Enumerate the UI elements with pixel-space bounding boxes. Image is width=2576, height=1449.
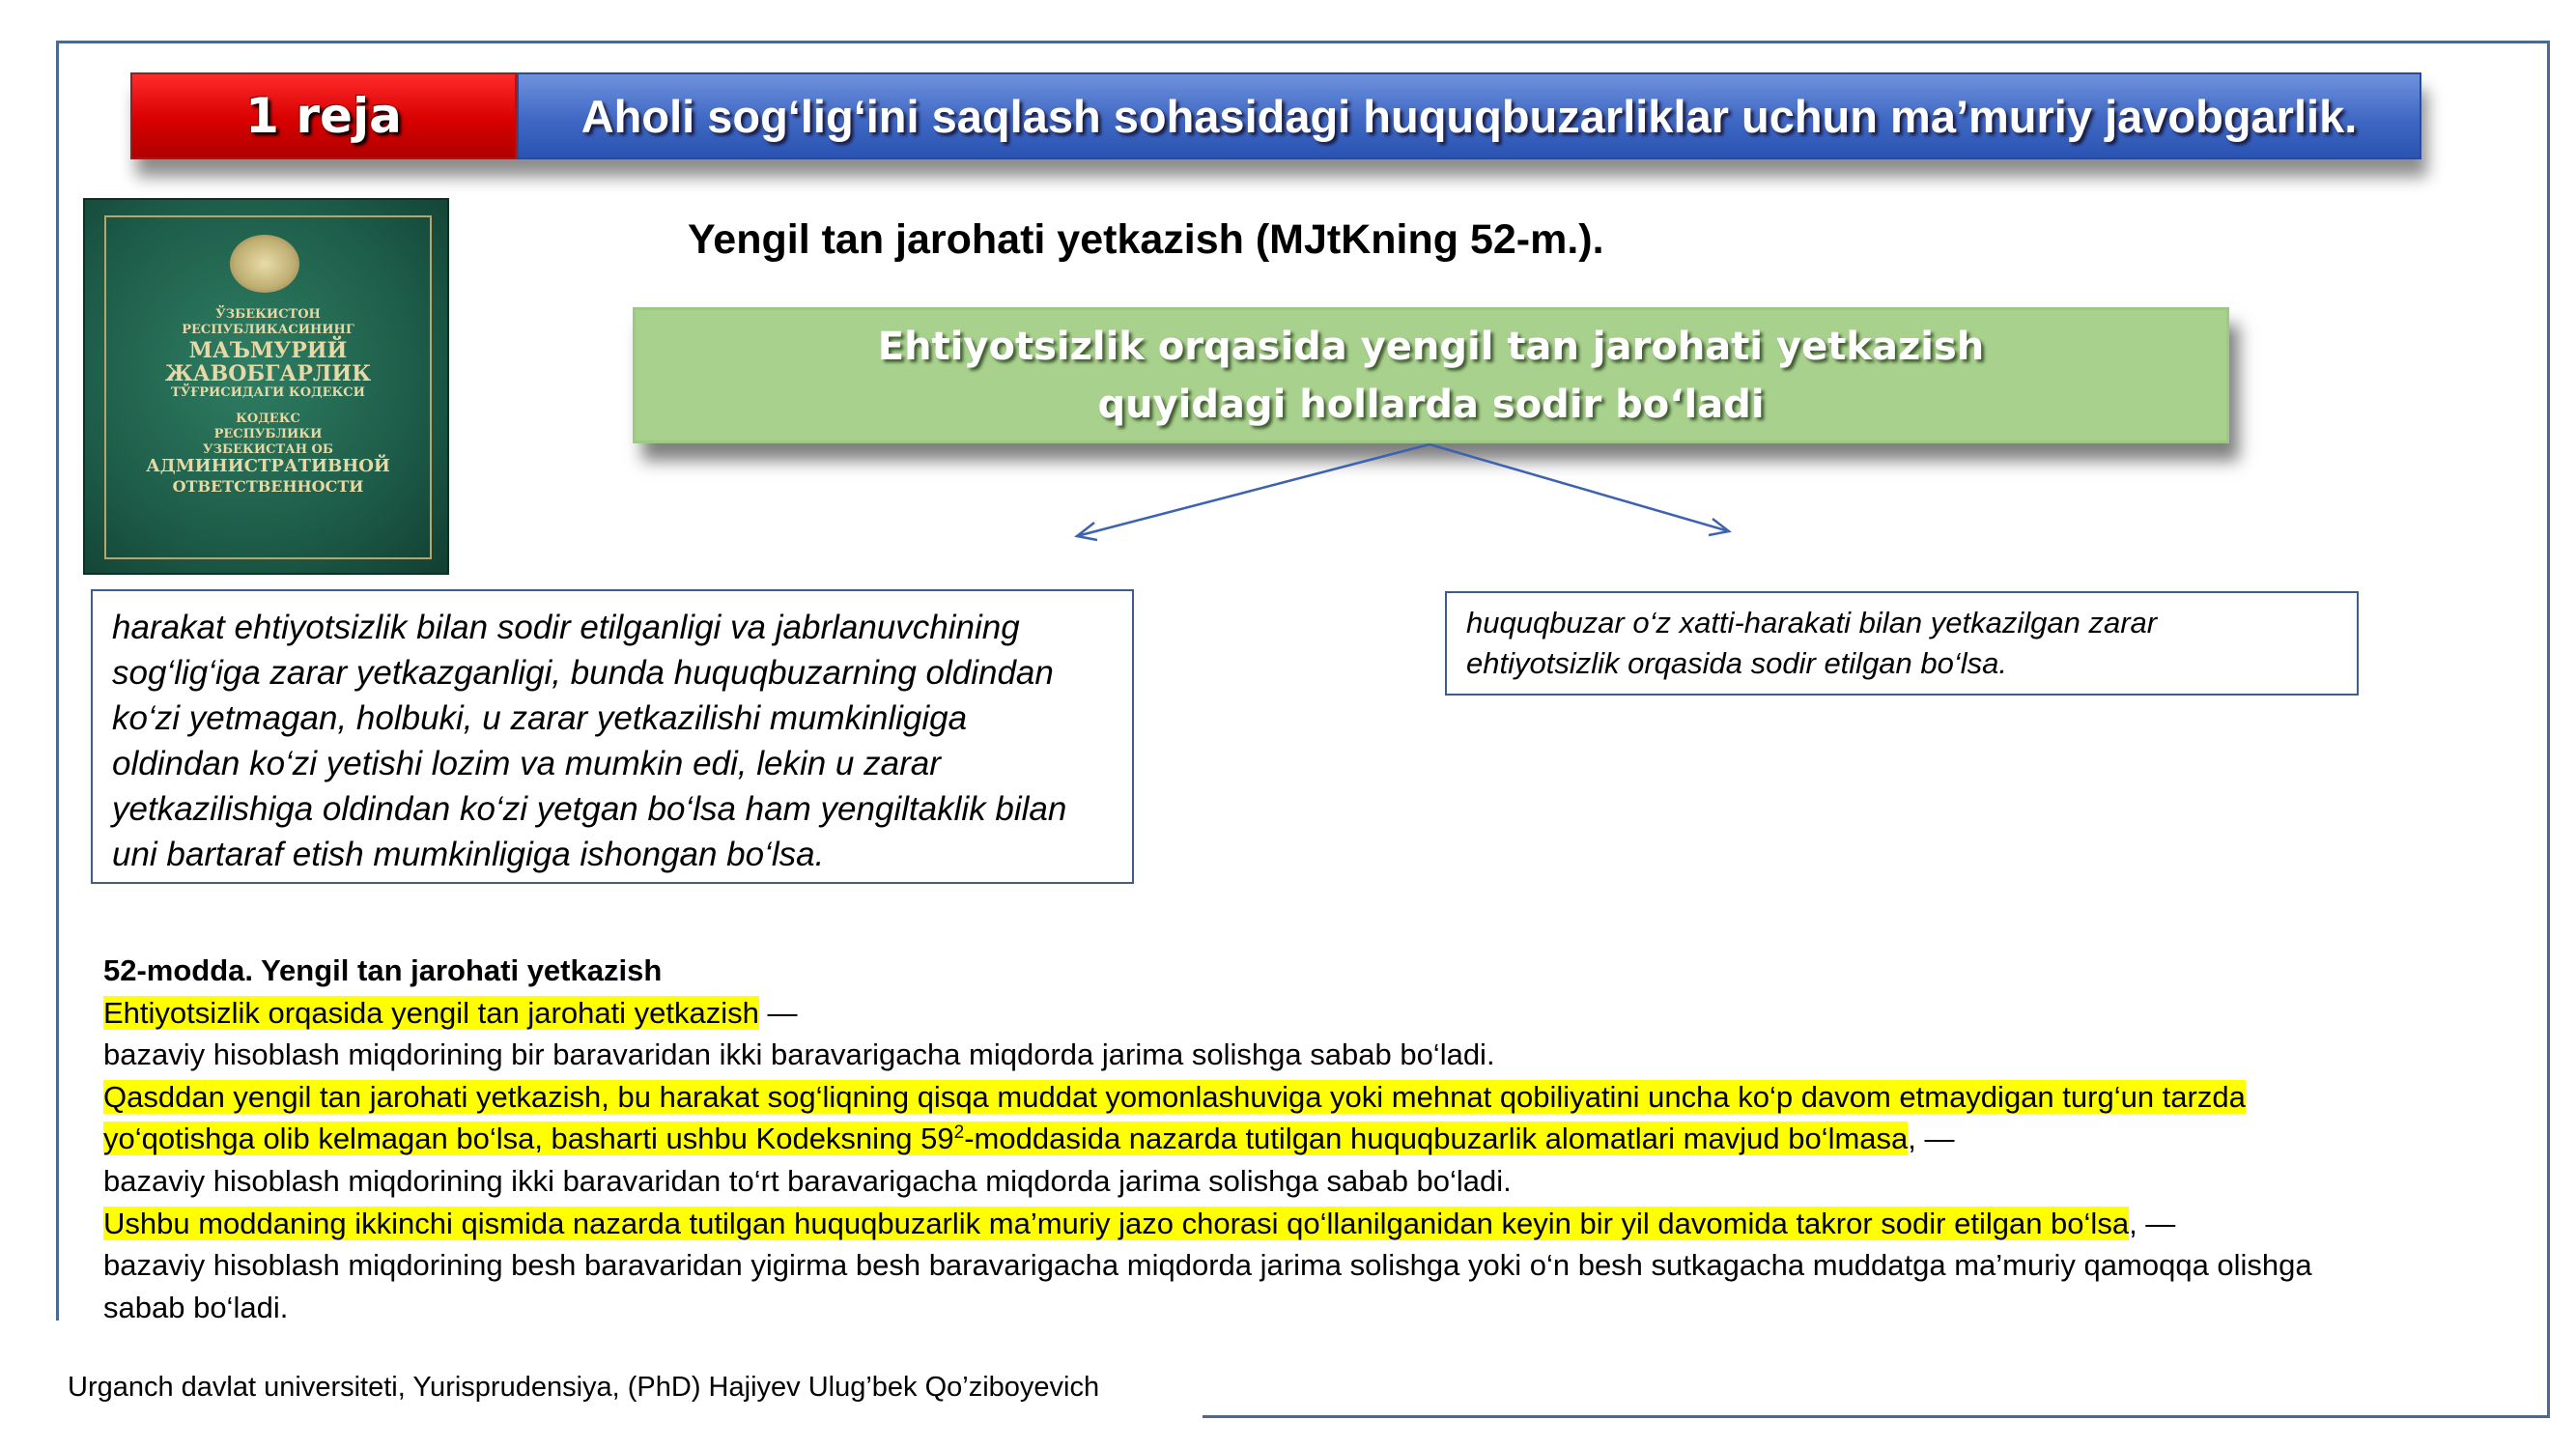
frame-bottom-border — [1203, 1415, 2550, 1418]
book-line: ОТВЕТСТВЕННОСТИ — [172, 477, 364, 496]
book-line: МАЪМУРИЙ — [188, 338, 348, 363]
highlighted-text: Ehtiyotsizlik orqasida yengil tan jarohati yetkazish — [103, 995, 759, 1030]
condition-line: ko‘zi yetmagan, holbuki, u zarar yetkazilishi mumkinligiga — [112, 699, 968, 737]
article-paragraph-3 — [103, 1203, 2489, 1245]
section-subtitle: Yengil tan jarohati yetkazish (MJtKning 52-m.). — [688, 216, 1604, 263]
article-paragraph-2 — [103, 1076, 2489, 1119]
book-line: АДМИНИСТРАТИВНОЙ — [146, 456, 390, 476]
highlighted-text-part: -moddasida nazarda tutilgan huquqbuzarlik alomatlari mavjud bo‘lmasa — [964, 1122, 1909, 1156]
sanction-text: bazaviy hisoblash miqdorining bir baravaridan ikki baravarigacha miqdorda jarima solishga sabab bo‘ladi. — [103, 1037, 1495, 1072]
article-paragraph-2-cont — [103, 1118, 2489, 1160]
article-paragraph-1 — [103, 992, 2489, 1035]
condition-line: uni bartaraf etish mumkinligiga ishongan bo‘lsa. — [112, 836, 825, 873]
sanction-text: bazaviy hisoblash miqdorining besh baravaridan yigirma besh baravarigacha miqdorda jarima solishga yoki o‘n besh sutkagacha muddatga ma’muriy qamoqqa olishga — [103, 1248, 2312, 1283]
header-bar — [130, 72, 2421, 159]
definition-line: quyidagi hollarda sodir bo‘ladi — [1097, 382, 1765, 427]
header-title-box — [517, 72, 2421, 159]
definition-line: Ehtiyotsizlik orqasida yengil tan jarohati yetkazish — [877, 324, 1985, 369]
condition-box-left — [91, 589, 1134, 884]
condition-line: harakat ehtiyotsizlik bilan sodir etilganligi va jabrlanuvchining — [112, 609, 1020, 646]
condition-box-right — [1445, 591, 2359, 696]
condition-line: oldindan ko‘zi yetishi lozim va mumkin edi, lekin u zarar — [112, 745, 941, 782]
left-arrowhead-icon — [1077, 523, 1097, 540]
sanction-text: bazaviy hisoblash miqdorining ikki baravaridan to‘rt baravarigacha miqdorda jarima solishga sabab bo‘ladi. — [103, 1163, 1512, 1198]
condition-line: huquqbuzar o‘z xatti-harakati bilan yetkazilgan zarar — [1466, 606, 2158, 639]
condition-line: ehtiyotsizlik orqasida sodir etilgan bo‘lsa. — [1466, 646, 2008, 680]
header-title: Aholi sog‘lig‘ini saqlash sohasidagi huquqbuzarliklar uchun ma’muriy javobgarlik. — [580, 90, 2358, 142]
highlighted-text-part: yo‘qotishga olib kelmagan bo‘lsa, basharti ushbu Kodeksning 59 — [103, 1122, 954, 1156]
right-arrow-line — [1430, 444, 1729, 531]
book-line: РЕСПУБЛИКИ — [213, 427, 323, 441]
book-line: ТЎҒРИСИДАГИ КОДЕКСИ — [171, 385, 365, 400]
dash-text: , — — [1908, 1122, 1955, 1156]
author-footer: Urganch davlat universiteti, Yurisprudensiya, (PhD) Hajiyev Ulug’bek Qo’ziboyevich — [68, 1372, 1100, 1403]
highlighted-text: Ushbu moddaning ikkinchi qismida nazarda tutilgan huquqbuzarlik ma’muriy jazo chorasi qo‘llanilganidan keyin bir yil davomida takror sodir etilgan bo‘lsa — [103, 1206, 2130, 1240]
article-heading: 52-modda. Yengil tan jarohati yetkazish — [103, 953, 663, 987]
dash-text: , — — [2129, 1206, 2176, 1240]
book-line: РЕСПУБЛИКАСИНИНГ — [182, 323, 354, 337]
code-book-image — [83, 198, 449, 575]
left-arrow-line — [1077, 444, 1430, 536]
superscript-number: 2 — [953, 1122, 965, 1144]
frame-left-border — [56, 41, 59, 1321]
dash-text: — — [758, 995, 798, 1030]
frame-top-border — [56, 41, 2550, 43]
sanction-text: sabab bo‘ladi. — [103, 1290, 289, 1324]
right-arrowhead-icon — [1709, 519, 1729, 535]
book-line: ЎЗБЕКИСТОН — [215, 307, 321, 322]
highlighted-text — [103, 1122, 1908, 1155]
frame-right-border — [2547, 41, 2550, 1417]
condition-line: yetkazilishiga oldindan ko‘zi yetgan bo‘lsa ham yengiltaklik bilan — [112, 790, 1067, 828]
article-text — [103, 950, 2489, 1328]
plan-badge — [130, 72, 517, 159]
plan-badge-label: 1 reja — [245, 88, 402, 144]
book-line: УЗБЕКИСТАН ОБ — [203, 442, 333, 457]
book-line: ЖАВОБГАРЛИК — [164, 361, 372, 386]
highlighted-text: Qasddan yengil tan jarohati yetkazish, bu harakat sog‘liqning qisqa muddat yomonlashuviga yoki mehnat qobiliyatini uncha ko‘p davom etmaydigan turg‘un tarzda — [103, 1079, 2246, 1114]
book-line: КОДЕКС — [236, 412, 300, 426]
condition-line: sog‘lig‘iga zarar yetkazganligi, bunda huquqbuzarning oldindan — [112, 654, 1054, 692]
state-emblem-icon — [230, 235, 299, 293]
definition-box — [633, 307, 2229, 443]
